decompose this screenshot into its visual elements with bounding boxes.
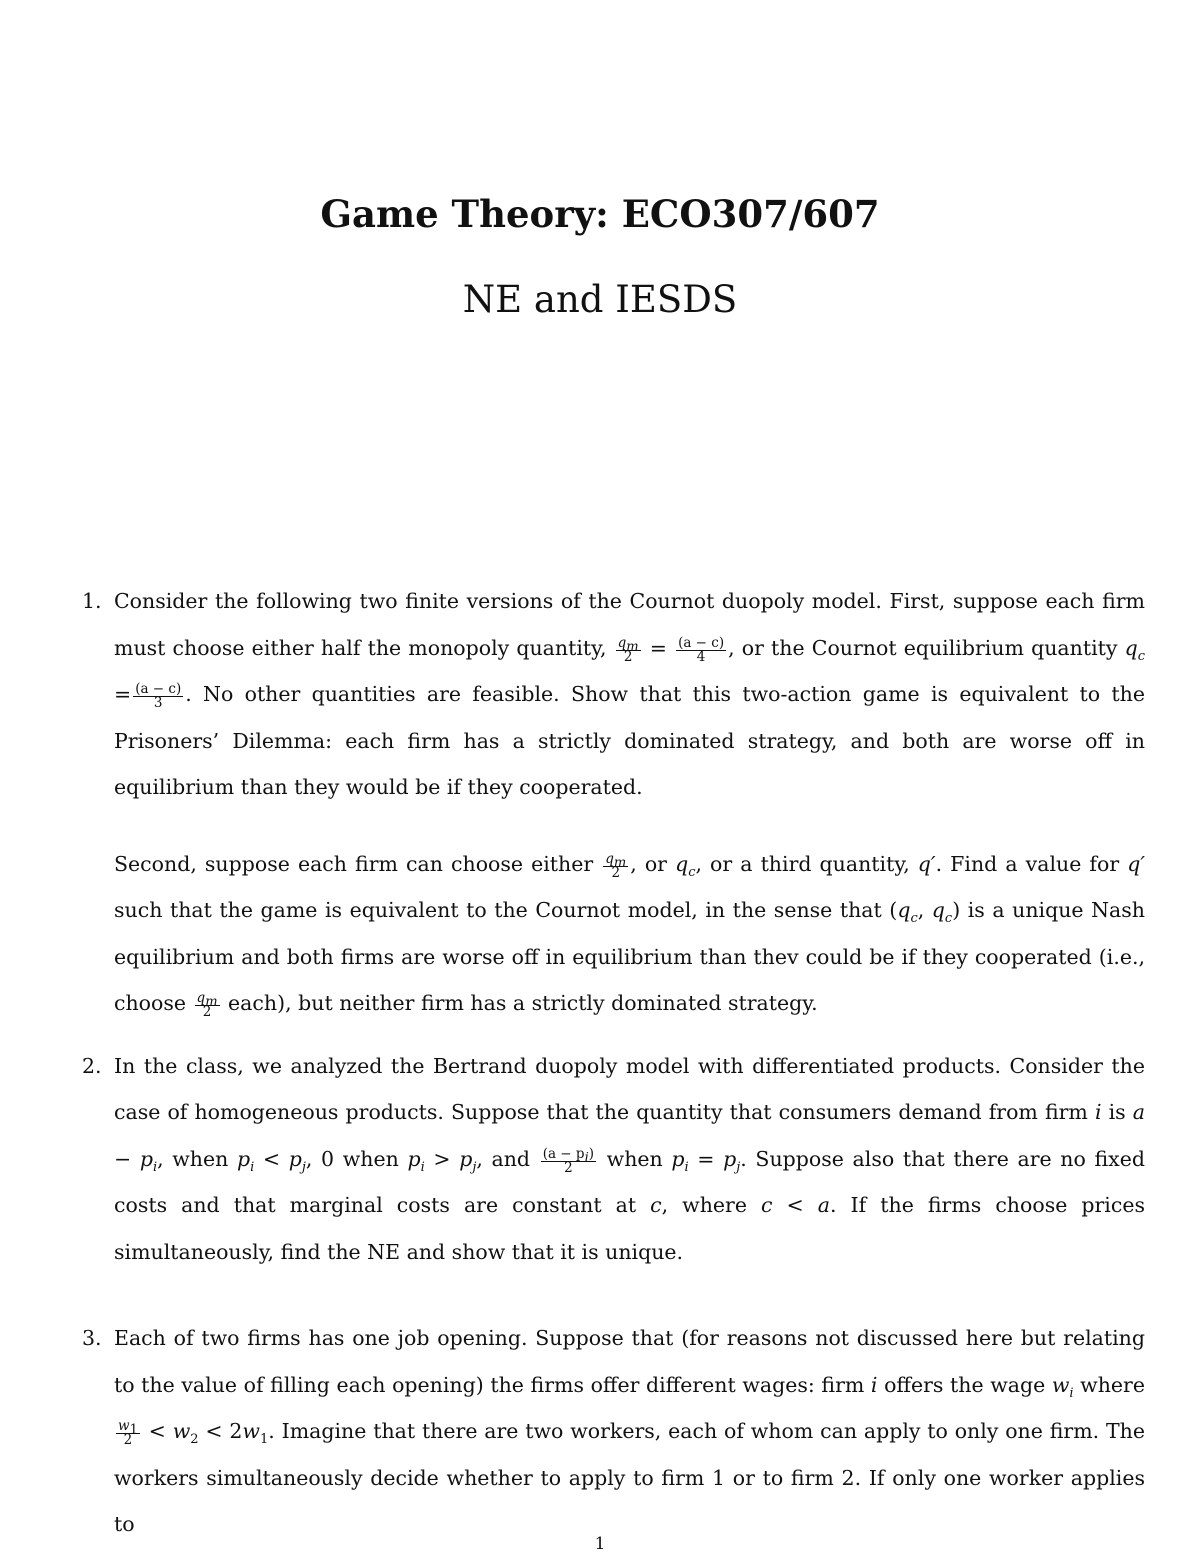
fraction: $\frac{q_m}{2}$: [196, 990, 218, 1020]
fraction: $\frac{q_m}{2}$: [605, 850, 627, 881]
problem-3-paragraph-1: Each of two firms has one job opening. Suppose that (for reasons not discussed here but relating to the value of filling each opening) the firms offer different wages: firm i offers the wage $w_i$ where $\frac{w_1}{2}$ < $w_2 < 2w_1$. Imagine that there are two workers, each of whom can apply to only one firm. The workers simultaneously decide whether to apply to firm 1 or to firm 2. If only one worker applies to: [114, 1326, 1145, 1536]
problem-3: [82, 1315, 1145, 1548]
problem-number: 2.: [82, 1053, 102, 1078]
problem-1: [82, 578, 1145, 1027]
fraction: $\frac{(a - c)}{4}$: [678, 634, 725, 665]
fraction: $\frac{(a - c)}{3}$: [135, 681, 182, 711]
fraction: $\frac{(a - p_i)}{2}$: [542, 1145, 595, 1176]
problem-1-paragraph-2: Second, suppose each firm can choose either $\frac{q_m}{2}$ , or $q_c$, or a third quantity, q′. Find a value for q′ such that the game is equivalent to the Cournot model, in the sense that ($q_c$, $q_c$) is a unique Nash equilibrium and both firms are worse off in equilibrium than thev could be if they cooperated (i.e., choose $\frac{q_m}{2}$ each), but neither firm has a strictly dominated strategy.: [114, 850, 1145, 1020]
document-title: Game Theory: ECO307/607: [320, 192, 880, 236]
problem-list: [82, 578, 1145, 1548]
problem-number: 1.: [82, 589, 102, 613]
document-subtitle: NE and IESDS: [462, 278, 738, 321]
fraction: $\frac{q_m}{2}$: [617, 634, 639, 665]
page-number: 1: [594, 1534, 606, 1554]
problem-number: 3.: [82, 1326, 102, 1350]
fraction: $\frac{w_1}{2}$: [118, 1418, 138, 1448]
problem-2: [82, 1043, 1145, 1276]
problem-2-paragraph-1: In the class, we analyzed the Bertrand duopoly model with differentiated products. Consider the case of homogeneous products. Suppose that the quantity that consumers demand from firm i is $a - p_i$, when $p_i < p_j$, 0 when $p_i > p_j$, and $\frac{(a - p_i)}{2}$ when $p_i = p_j$. Suppose also that there are no fixed costs and that marginal costs are constant at c, where c < a. If the firms choose prices simultaneously, find the NE and show that it is unique.: [114, 1053, 1146, 1264]
problem-1-paragraph-1: Consider the following two finite versions of the Cournot duopoly model. First, suppose each firm must choose either half the monopoly quantity, $\frac{q_m}{2}$ = $\frac{(a - c)}{4}$ , or the Cournot equilibrium quantity $q_c$ = $\frac{(a - c)}{3}$ . No other quantities are feasible. Show that this two-action game is equivalent to the Prisoners’ Dilemma: each firm has a strictly dominated strategy, and both are worse off in equilibrium than they would be if they cooperated.: [114, 589, 1145, 799]
